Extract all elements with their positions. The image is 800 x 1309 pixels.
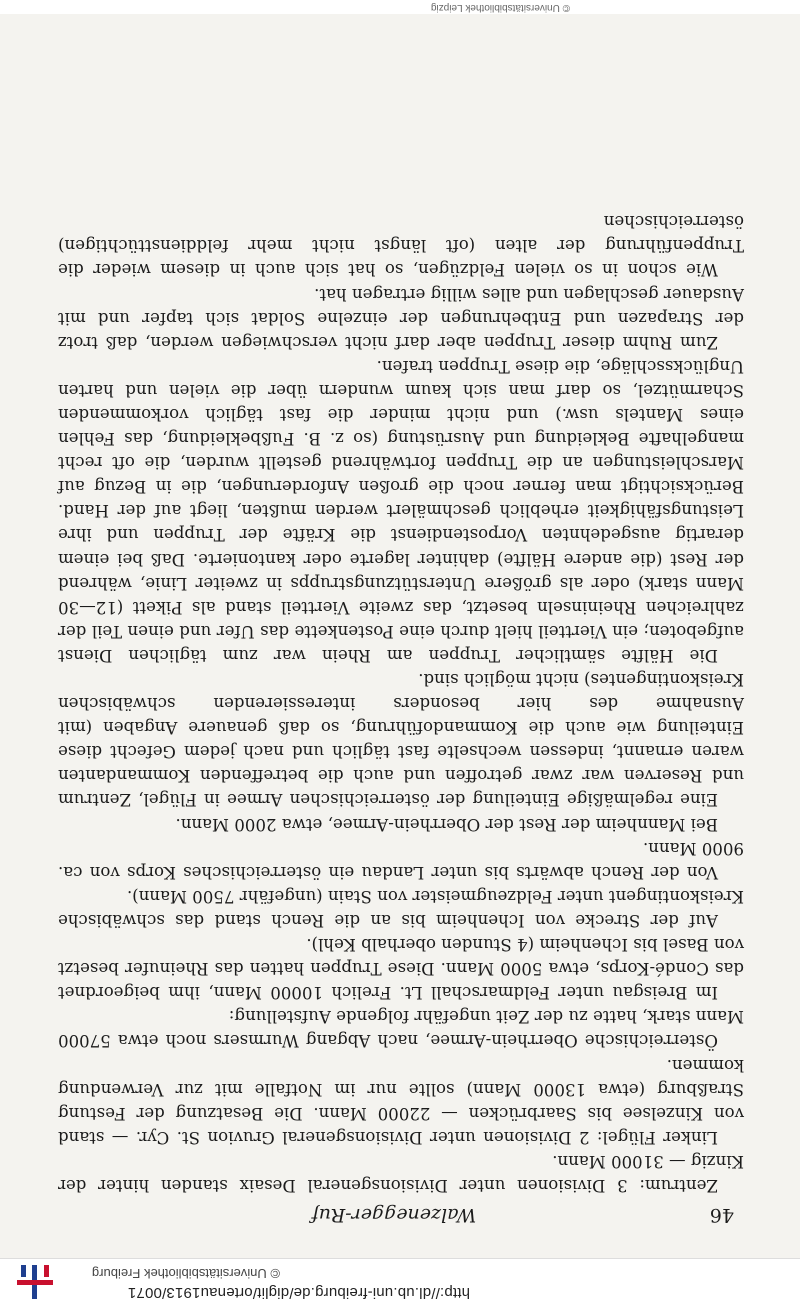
paragraph-6: Von der Rench abwärts bis unter Landau ein österreichisches Korps von ca. 9000 Mann. (58, 838, 744, 882)
bottom-watermark-strip (0, 0, 800, 14)
running-head-title: Walzenegger-Ruf (311, 1204, 477, 1226)
ub-freiburg-logo-icon (15, 1265, 55, 1299)
paragraph-4: Im Breisgau unter Feldmarschall Lt. Frelich 10000 Mann, ihm beigeordnet das Condé-Korps, etwa 5000 Mann. Diese Truppen hatten das Rheinufer besetzt von Basel bis Ichenheim (4 Stunden oberhalb Kehl). (58, 935, 744, 1003)
paragraph-9: Die Hälfte sämtlicher Truppen am Rhein war zum täglichen Dienst aufgeboten; ein Viertteil hielt durch eine Postenkette das Ufer und einen Teil der zahlreichen Rheininseln besetzt, das zweite Viertteil stand als Pikett (12—30 Mann stark) oder als größere Unterstützungstrupps in zweiter Linie, während der Rest (die andere Hälfte) dahinter lagerte oder kantonierte. Daß bei einem derartig ausgedehnten Vorpostendienst die Kräfte der Truppen und ihre Leistungsfähigkeit erheblich geschmälert werden mußten, liegt auf der Hand. Berücksichtigt man ferner noch die großen Anforderungen, die in Bezug auf Marschleistungen an die Truppen fortwährend gestellt wurden, die oft recht mangelhafte Bekleidung und Ausrüstung (so z. B. Fußbekleidung, das Fehlen eines Mantels usw.) und nicht minder die fast täglich vorkommenden Scharmützel, so darf man sich kaum wundern über die vielen und harten Unglücksschläge, die diese Truppen trafen. (58, 356, 744, 665)
book-page (52, 62, 752, 1287)
paragraph-11: Wie schon in so vielen Feldzügen, so hat sich auch in diesem wieder die Truppenführung der alten (oft längst nicht mehr felddiensttüchtigen) österreichischen (58, 212, 744, 280)
top-url-banner (0, 1258, 800, 1309)
page-text (58, 209, 744, 1227)
paragraph-3: Österreichische Oberrhein-Armee, nach Abgang Wurmsers noch etwa 57000 Mann stark, hatte zu der Zeit ungefähr folgende Aufstellung: (58, 1007, 744, 1051)
page-number: 46 (709, 1204, 734, 1226)
footer-copyright: © Universitätsbibliothek Leipzig (430, 2, 570, 13)
paragraph-10: Zum Ruhm dieser Truppen aber darf nicht verschwiegen werden, daß trotz der Strapazen und Entbehrungen der einzelne Soldat sich tapfer und mit Ausdauer geschlagen und alles willig ertragen hat. (58, 284, 744, 352)
paragraph-8: Eine regelmäßige Einteilung der österreichischen Armee in Flügel, Zentrum und Reserven war zwar getroffen und auch die betreffenden Kommandanten waren ernannt, indessen wechselte fast täglich und nach jedem Gefecht diese Einteilung wie auch die Kommandoführung, so daß genauere Angaben (mit Ausnahme des hier besonders interessierenden schwäbischen Kreiskontingentes) nicht möglich sind. (58, 670, 744, 810)
paragraph-1: Zentrum: 3 Divisionen unter Divisionsgeneral Desaix standen hinter der Kinzig — 31000 Mann. (58, 1151, 744, 1195)
library-copyright: © Universitätsbibliothek Freiburg (91, 1266, 280, 1281)
paragraph-5: Auf der Strecke von Ichenheim bis an die Rench stand das schwäbische Kreiskontingent unter Feldzeugmeister von Stain (ungefähr 7500 Mann). (58, 886, 744, 930)
running-head (58, 1197, 744, 1227)
paragraph-2: Linker Flügel: 2 Divisionen unter Divisionsgeneral Gruvion St. Cyr. — stand von Kinzelsee bis Saarbrücken — 22000 Mann. Die Besatzung der Festung Straßburg (etwa 13000 Mann) sollte nur im Notfalle mit zur Verwendung kommen. (58, 1055, 744, 1147)
source-url-link[interactable]: http://dl.ub.uni-freiburg.de/diglit/ortenau1913/0071 (127, 1284, 470, 1301)
paragraph-7: Bei Mannheim der Rest der Oberrhein-Armee, etwa 2000 Mann. (175, 814, 718, 834)
